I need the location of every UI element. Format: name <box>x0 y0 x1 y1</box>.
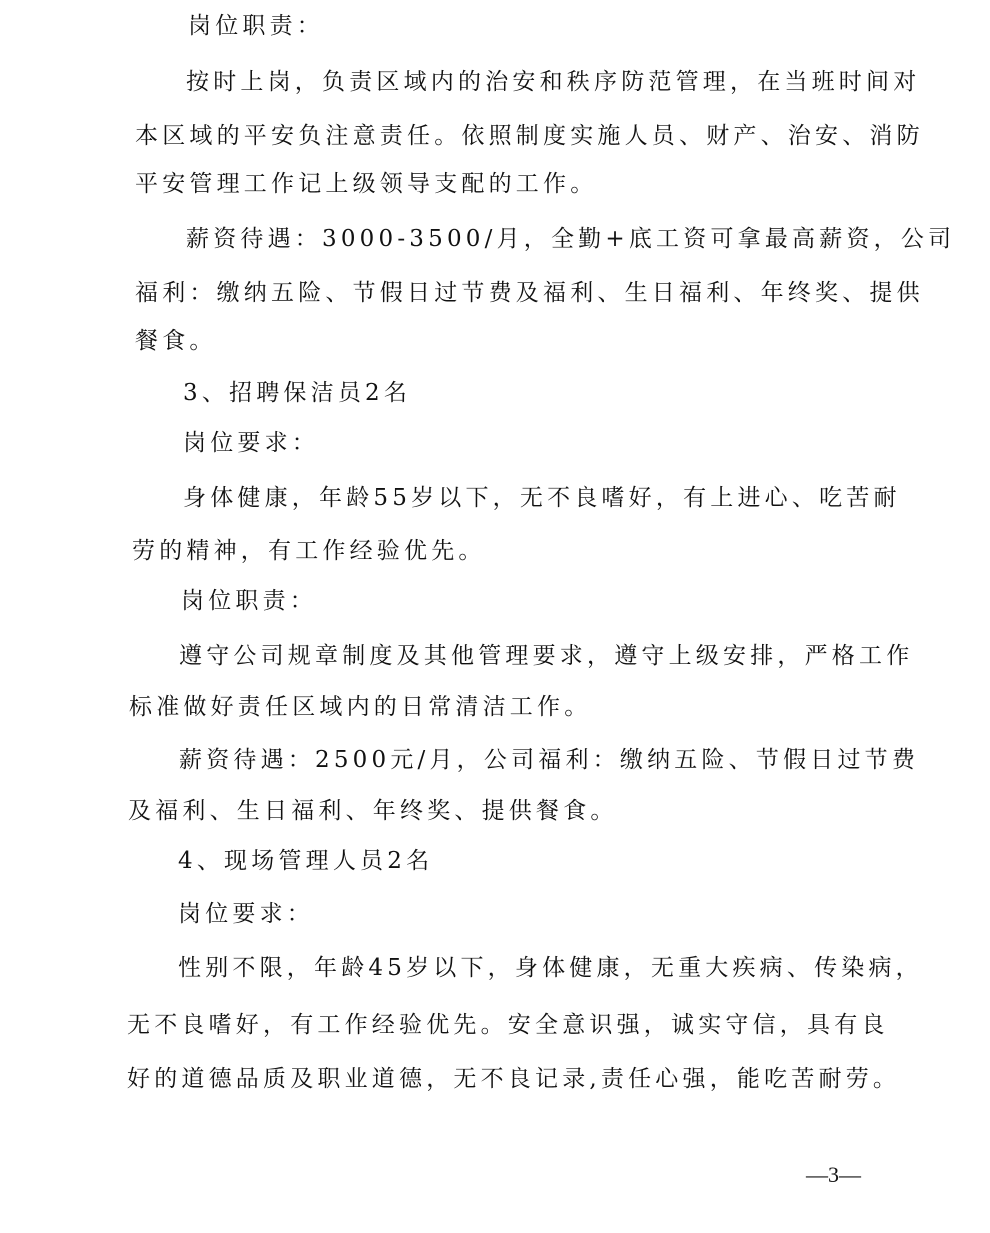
section-heading: 4、现场管理人员2名 <box>178 848 434 874</box>
section-heading: 3、招聘保洁员2名 <box>183 380 412 406</box>
text-line: 岗位要求： <box>178 901 314 927</box>
text-line: 本区域的平安负注意责任。依照制度实施人员、财产、治安、消防 <box>135 123 924 149</box>
text-line: 岗位职责： <box>181 588 317 614</box>
text-line: 福利：缴纳五险、节假日过节费及福利、生日福利、年终奖、提供 <box>135 280 924 306</box>
text-line: 按时上岗，负责区域内的治安和秩序防范管理，在当班时间对 <box>186 69 921 95</box>
page-number: —3— <box>806 1162 861 1187</box>
text-line: 薪资待遇：2500元/月，公司福利：缴纳五险、节假日过节费 <box>179 747 920 773</box>
text-line: 平安管理工作记上级领导支配的工作。 <box>135 171 598 197</box>
text-line: 标准做好责任区域内的日常清洁工作。 <box>129 694 592 720</box>
text-line: 好的道德品质及职业道德，无不良记录,责任心强，能吃苦耐劳。 <box>127 1066 901 1092</box>
text-line: 餐食。 <box>135 328 217 354</box>
text-line: 身体健康，年龄55岁以下，无不良嗜好，有上进心、吃苦耐 <box>183 485 901 511</box>
text-line: 岗位要求： <box>183 430 319 456</box>
text-line: 无不良嗜好，有工作经验优先。安全意识强，诚实守信，具有良 <box>127 1012 889 1038</box>
text-line: 薪资待遇：3000-3500/月，全勤+底工资可拿最高薪资，公司 <box>186 226 956 252</box>
text-line: 性别不限，年龄45岁以下，身体健康，无重大疾病、传染病， <box>178 955 923 981</box>
text-line: 劳的精神，有工作经验优先。 <box>132 538 486 564</box>
text-line: 岗位职责： <box>188 13 324 39</box>
text-line: 遵守公司规章制度及其他管理要求，遵守上级安排，严格工作 <box>179 643 914 669</box>
text-line: 及福利、生日福利、年终奖、提供餐食。 <box>128 798 618 824</box>
